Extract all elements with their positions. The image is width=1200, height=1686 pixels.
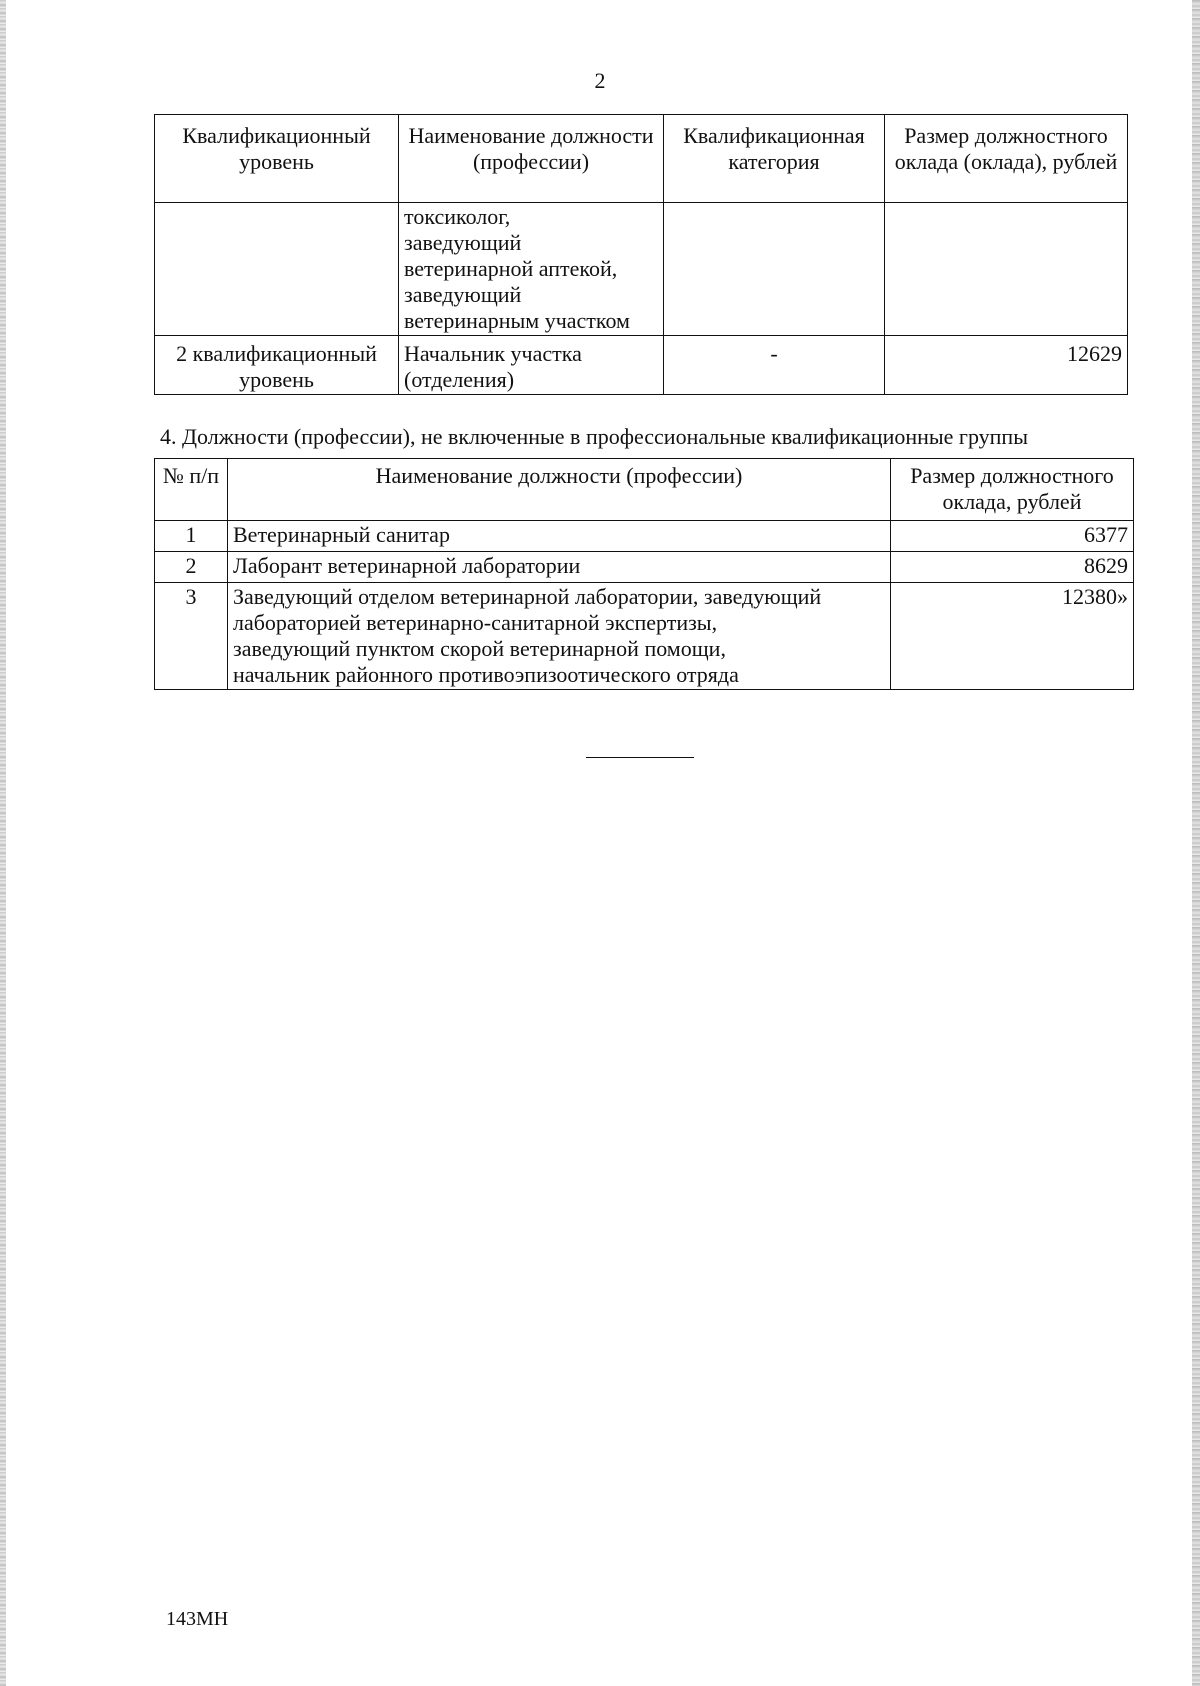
- section-heading: 4. Должности (профессии), не включенные в профессиональные квалификационные группы: [160, 424, 1028, 449]
- position-name-cell: Лаборант ветеринарной лаборатории: [228, 552, 891, 583]
- level-cell: 2 квалификационный уровень: [155, 336, 399, 395]
- position-name-cell: Ветеринарный санитар: [228, 521, 891, 552]
- position-line: заведующий пунктом скорой ветеринарной помощи,: [233, 636, 726, 661]
- position-line: (отделения): [404, 367, 515, 392]
- position-cell: [399, 203, 664, 336]
- position-line: ветеринарной аптекой,: [404, 256, 618, 281]
- position-line: Заведующий отделом ветеринарной лаборатории, заведующий: [233, 584, 822, 609]
- header-row-number: № п/п: [155, 459, 228, 521]
- position-name-cell: [228, 583, 891, 690]
- salary-cell: 8629: [891, 552, 1134, 583]
- table-row: [155, 203, 1128, 336]
- scan-edge-right: [1192, 0, 1200, 1686]
- category-cell: -: [664, 336, 885, 395]
- table-row: [155, 552, 1134, 583]
- row-number-cell: 1: [155, 521, 228, 552]
- row-number-cell: 2: [155, 552, 228, 583]
- salary-cell: 12629: [885, 336, 1128, 395]
- header-qualification-category: Квалификационная категория: [664, 115, 885, 203]
- qualification-levels-table: [154, 114, 1128, 395]
- table-row: [155, 521, 1134, 552]
- salary-cell: 12380»: [891, 583, 1134, 690]
- salary-cell: [885, 203, 1128, 336]
- scan-edge-left: [0, 0, 6, 1686]
- position-line: ветеринарным участком: [404, 308, 630, 333]
- table-row: [155, 583, 1134, 690]
- header-position-name: Наименование должности (профессии): [228, 459, 891, 521]
- header-salary-size: Размер должностного оклада, рублей: [891, 459, 1134, 521]
- table-header-row: [155, 115, 1128, 203]
- document-code: 143МН: [166, 1608, 229, 1630]
- category-cell: [664, 203, 885, 336]
- header-position-name: Наименование должности (профессии): [399, 115, 664, 203]
- table-row: [155, 336, 1128, 395]
- header-salary-size: Размер должностного оклада (оклада), рублей: [885, 115, 1128, 203]
- page-number: 2: [594, 68, 606, 93]
- position-cell: [399, 336, 664, 395]
- end-rule-divider: [586, 757, 694, 758]
- position-line: заведующий: [404, 282, 522, 307]
- position-line: начальник районного противоэпизоотического отряда: [233, 662, 739, 687]
- position-line: Начальник участка: [404, 341, 582, 366]
- header-qualification-level: Квалификационный уровень: [155, 115, 399, 203]
- row-number-cell: 3: [155, 583, 228, 690]
- non-group-positions-table: [154, 458, 1134, 690]
- salary-cell: 6377: [891, 521, 1134, 552]
- position-line: токсиколог,: [404, 204, 511, 229]
- table-header-row: [155, 459, 1134, 521]
- position-line: заведующий: [404, 230, 522, 255]
- position-line: лабораторией ветеринарно-санитарной экспертизы,: [233, 610, 718, 635]
- level-cell: [155, 203, 399, 336]
